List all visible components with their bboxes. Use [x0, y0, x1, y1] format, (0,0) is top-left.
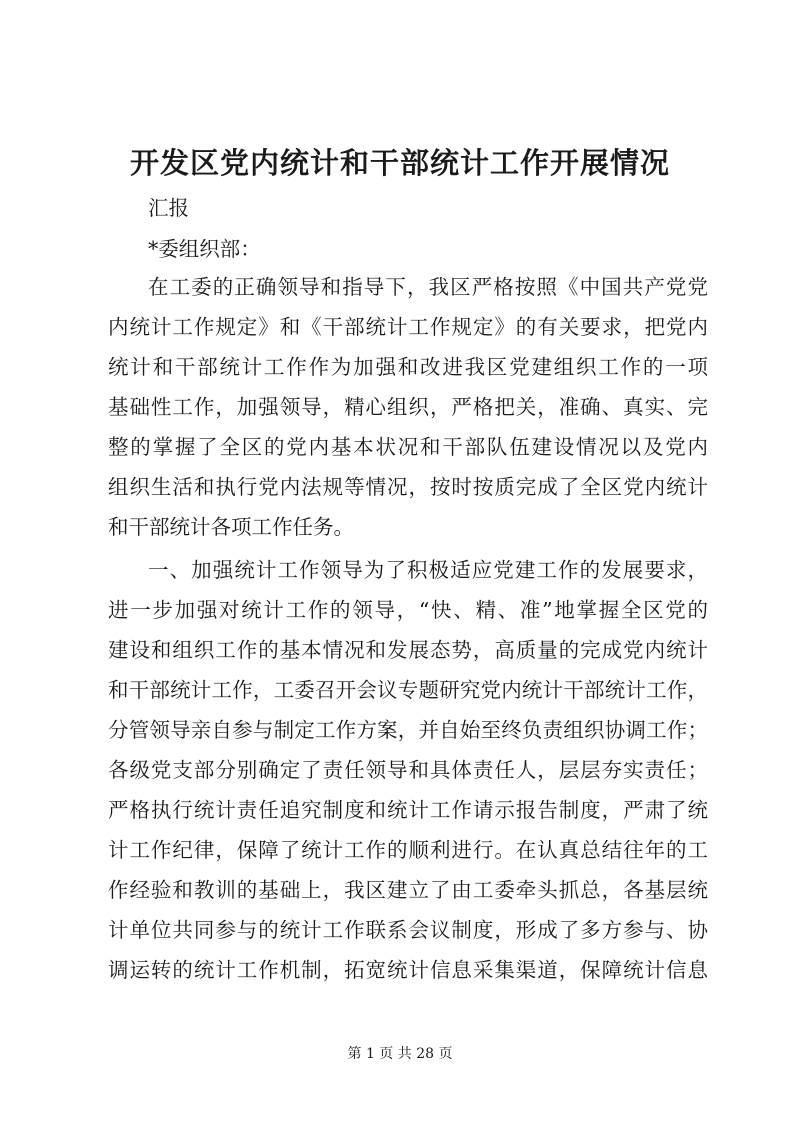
salutation: *委组织部： — [148, 237, 261, 261]
paragraph-line: 和干部统计各项工作任务。 — [108, 515, 354, 539]
paragraph-line: 调运转的统计工作机制，拓宽统计信息采集渠道，保障统计信息 — [108, 958, 708, 982]
paragraph-line: 统计和干部统计工作作为加强和改进我区党建组织工作的一项 — [108, 355, 708, 379]
paragraph-line: 计工作纪律，保障了统计工作的顺利进行。在认真总结往年的工 — [108, 838, 708, 862]
paragraph-line: 内统计工作规定》和《干部统计工作规定》的有关要求，把党内 — [108, 315, 708, 339]
document-subtitle: 汇报 — [148, 196, 189, 220]
paragraph-line: 各级党支部分别确定了责任领导和具体责任人，层层夯实责任； — [108, 758, 708, 782]
paragraph-line: 分管领导亲自参与制定工作方案，并自始至终负责组织协调工作； — [108, 718, 708, 742]
paragraph-line: 整的掌握了全区的党内基本状况和干部队伍建设情况以及党内 — [108, 435, 708, 459]
document-title: 开发区党内统计和干部统计工作开展情况 — [129, 146, 670, 180]
page-number-footer: 第 1 页 共 28 页 — [347, 1046, 453, 1062]
paragraph-line: 在工委的正确领导和指导下，我区严格按照《中国共产党党 — [148, 275, 708, 299]
paragraph-line: 基础性工作，加强领导，精心组织，严格把关，准确、真实、完 — [108, 395, 708, 419]
paragraph-line: 组织生活和执行党内法规等情况，按时按质完成了全区党内统计 — [108, 475, 708, 499]
section-heading-line: 一、加强统计工作领导为了积极适应党建工作的发展要求， — [148, 558, 708, 582]
paragraph-line: 建设和组织工作的基本情况和发展态势，高质量的完成党内统计 — [108, 638, 708, 662]
paragraph-line: 进一步加强对统计工作的领导，“快、精、准”地掌握全区党的 — [108, 598, 708, 622]
paragraph-line: 计单位共同参与的统计工作联系会议制度，形成了多方参与、协 — [108, 918, 708, 942]
paragraph-line: 作经验和教训的基础上，我区建立了由工委牵头抓总，各基层统 — [108, 878, 708, 902]
paragraph-line: 严格执行统计责任追究制度和统计工作请示报告制度，严肃了统 — [108, 798, 708, 822]
paragraph-line: 和干部统计工作，工委召开会议专题研究党内统计干部统计工作， — [108, 678, 708, 702]
